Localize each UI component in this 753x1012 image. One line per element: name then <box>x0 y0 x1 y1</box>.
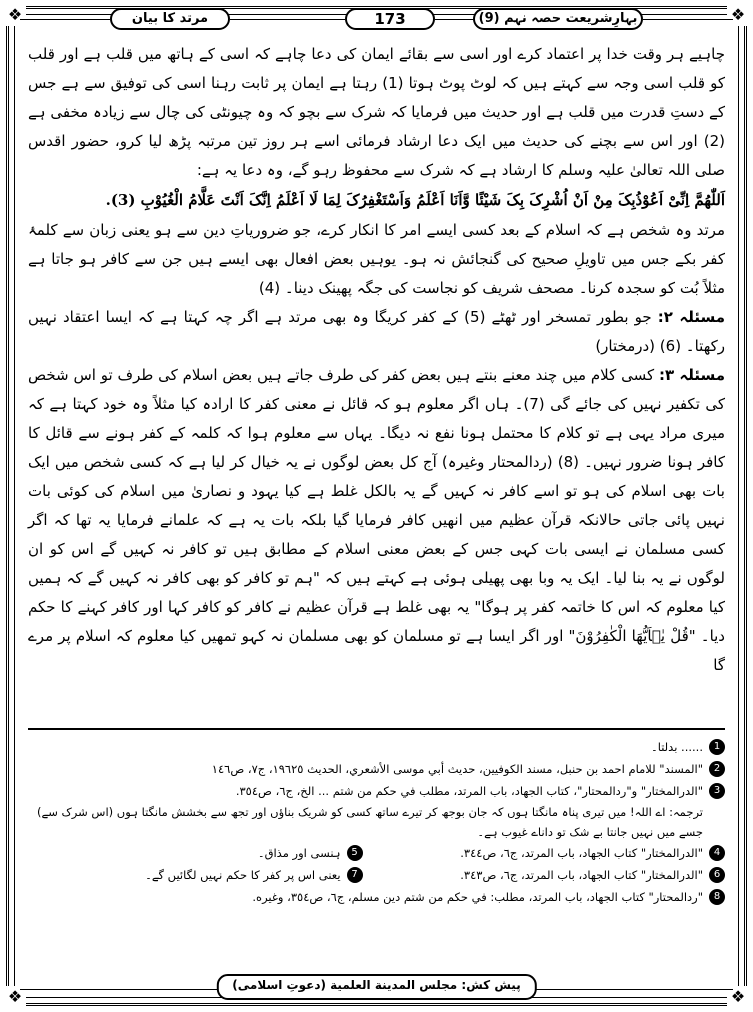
footnote-text: "الدرالمختار" كتاب الجهاد، باب المرتد، ج٦، ص٣٤٤. <box>460 846 703 860</box>
dua-translation: ترجمہ: اے اللہ! میں تیری پناہ مانگتا ہوں کہ جان بوجھ کر تیرے ساتھ کسی کو شریک بناؤں اور تجھ سے بخشش مانگتا ہوں (اس شرک سے) جسے میں نہیں جانتا بے شک تو داناے غیوب ہے۔ <box>36 805 703 839</box>
footnote-separator <box>28 728 725 730</box>
masala-label: مسئلہ ۲: <box>657 308 725 326</box>
masala-text: جو بطور تمسخر اور ٹھٹے (5) کے کفر کریگا وہ بھی مرتد ہے اگر چہ کہتا ہے کہ ایسا اعتقاد نہیں رکھتا۔ (6) (درمختار) <box>28 308 725 355</box>
footnote-text: ہنسی اور مذاق۔ <box>257 846 341 860</box>
book-title: بہارِشریعت حصہ نہم (9) <box>473 8 643 30</box>
publisher-footer: پیش کش: مجلس المدينة العلمية (دعوتِ اسلامی) <box>216 974 536 1000</box>
main-text <box>28 40 725 680</box>
footnote-text: "المسند" للامام احمد بن حنبل، مسند الكوفيين، حديث أبي موسى الأشعري، الحديث ١٩٦٢٥، ج٧، ص١٤٦ <box>211 762 703 776</box>
masala-3 <box>28 361 725 680</box>
footnote-number: 7 <box>347 867 363 883</box>
footnote-number: 5 <box>347 845 363 861</box>
corner-ornament-icon: ❖ <box>4 4 26 26</box>
corner-ornament-icon: ❖ <box>4 986 26 1008</box>
footnote-number: 4 <box>709 845 725 861</box>
footer-rule <box>503 989 733 990</box>
corner-ornament-icon: ❖ <box>727 4 749 26</box>
footnote-row <box>28 842 725 864</box>
page-header <box>20 6 733 32</box>
corner-ornament-icon: ❖ <box>727 986 749 1008</box>
footnote-text: "ردالمحتار" كتاب الجهاد، باب المرتد، مطلب: في حكم من شتم دين مسلم، ج٦، ص٣٥٤، وغيره. <box>252 890 703 904</box>
paragraph-murtad-definition: مرتد وہ شخص ہے کہ اسلام کے بعد کسی ایسے امر کا انکار کرے، جو ضروریاتِ دین سے ہو یعنی زبان سے کلمۂ کفر بکے جس میں تاویلِ صحیح کی گنجائش نہ ہو۔ یوہیں بعض افعال بھی ایسے ہیں جن سے کافر ہو جاتا ہے مثلاً بُت کو سجدہ کرنا۔ مصحف شریف کو نجاست کی جگہ پھینک دینا۔ (4) <box>28 221 725 297</box>
footnote-item <box>28 842 363 864</box>
footnote-item <box>390 842 725 864</box>
footnotes <box>28 736 725 908</box>
chapter-title: مرتد کا بیان <box>110 8 230 30</box>
header-rule <box>20 19 110 20</box>
masala-2 <box>28 303 725 361</box>
footnote-text: "الدرالمختار" و"ردالمحتار"، كتاب الجهاد، باب المرتد، مطلب في حكم من شتم ... الخ، ج٦، ص٣٥٤. <box>235 784 703 798</box>
footnote-row <box>28 864 725 886</box>
header-rule <box>230 19 345 20</box>
page-number: 173 <box>345 8 435 30</box>
footnote-text: یعنی اس پر کفر کا حکم نہیں لگائیں گے۔ <box>145 868 341 882</box>
header-rule <box>643 19 733 20</box>
footnote-item <box>390 864 725 886</box>
footnote-item <box>28 780 725 802</box>
footnote-text: "الدرالمختار" كتاب الجهاد، باب المرتد، ج٦، ص٣٤٣. <box>460 868 703 882</box>
paragraph: چاہیے ہر وقت خدا پر اعتماد کرے اور اسی سے بقائے ایمان کی دعا چاہے کہ اسی کے ہاتھ میں قلب ہے اور قلب کو قلب اسی وجہ سے کہتے ہیں کہ لوٹ پوٹ ہوتا (1) رہتا ہے ایمان پر ثابت رہنا اسی کی توفیق سے ہے جس کے دستِ قدرت میں قلب ہے اور حدیث میں فرمایا کہ شرک سے بچو کہ وہ چیونٹی کی چال سے زیادہ مخفی ہے (2) اور اس سے بچنے کی حدیث میں ایک دعا ارشاد فرمائی اسے ہر روز تین مرتبہ پڑھ لیا کرو، حضور اقدس صلی اللہ تعالیٰ علیہ وسلم کا ارشاد ہے کہ شرک سے محفوظ رہو گے، وہ دعا یہ ہے: <box>28 45 726 179</box>
footnote-item <box>28 886 725 908</box>
footnote-number: 2 <box>709 761 725 777</box>
footnote-number: 1 <box>709 739 725 755</box>
footnote-item <box>28 736 725 758</box>
arabic-dua: اَللّٰھُمَّ اِنِّیْ اَعُوْذُبِکَ مِنْ اَنْ اُشْرِکَ بِکَ شَیْئًا وَّاَنَا اَعْلَمُ وَاَسْتَغْفِرُکَ لِمَا لَا اَعْلَمُ اِنَّکَ اَنْتَ عَلَّامُ الْغُیُوْبِ (3). <box>105 191 725 209</box>
footnote-number: 8 <box>709 889 725 905</box>
footnote-item <box>28 864 363 886</box>
footnote-number: 6 <box>709 867 725 883</box>
footnote-number: 3 <box>709 783 725 799</box>
masala-text: کسی کلام میں چند معنے بنتے ہیں بعض کفر کی طرف جاتے ہیں بعض اسلام کی طرف تو اس شخص کی تکفیر نہیں کی جائے گی (7)۔ ہاں اگر معلوم ہو کہ قائل نے معنی کفر کا ارادہ کیا مثلاً وہ خود کہتا ہے کہ میری مراد یہی ہے تو کلام کا محتمل ہونا نفع نہ دیگا۔ یہاں سے معلوم ہوا کہ کلمہ کے کفر ہونے سے قائل کا کافر ہونا ضرور نہیں۔ (8) (ردالمحتار وغیرہ) آج کل بعض لوگوں نے یہ خیال کر لیا ہے کہ کسی شخص میں ایک بات بھی اسلام کی ہو تو اسے کافر نہ کہیں گے یہ بالکل غلط ہے کیا یہود و نصاریٰ میں اسلام کی کوئی بات نہیں پائی جاتی حالانکہ قرآن عظیم میں انھیں کافر فرمایا گیا بلکہ بات یہ ہے کہ علمانے فرمایا یہ تھا کہ اگر کسی مسلمان نے ایسی بات کہی جس کے بعض معنی اسلام کے مطابق ہیں تو کافر نہ کہیں گے اس کو ان لوگوں نے یہ بنا لیا۔ ایک یہ وبا بھی پھیلی ہوئی ہے کہتے ہیں کہ "ہم تو کافر کو بھی کافر نہ کہیں گے کہ ہمیں کیا معلوم کہ اس کا خاتمہ کفر پر ہوگا" یہ بھی غلط ہے قرآن عظیم نے کافر کو کافر کہا اور کافر کہنے کا حکم دیا۔ "قُلْ یٰۤاَیُّهَا الْكٰفِرُوْنَ" اور اگر ایسا ہے تو مسلمان کو بھی مسلمان نہ کہو تمھیں کیا معلوم کہ اسلام پر مرے گا <box>28 366 725 674</box>
footnote-text: ...... بدلتا۔ <box>650 740 703 754</box>
masala-label: مسئلہ ۳: <box>658 366 725 384</box>
footnote-item <box>28 758 725 780</box>
